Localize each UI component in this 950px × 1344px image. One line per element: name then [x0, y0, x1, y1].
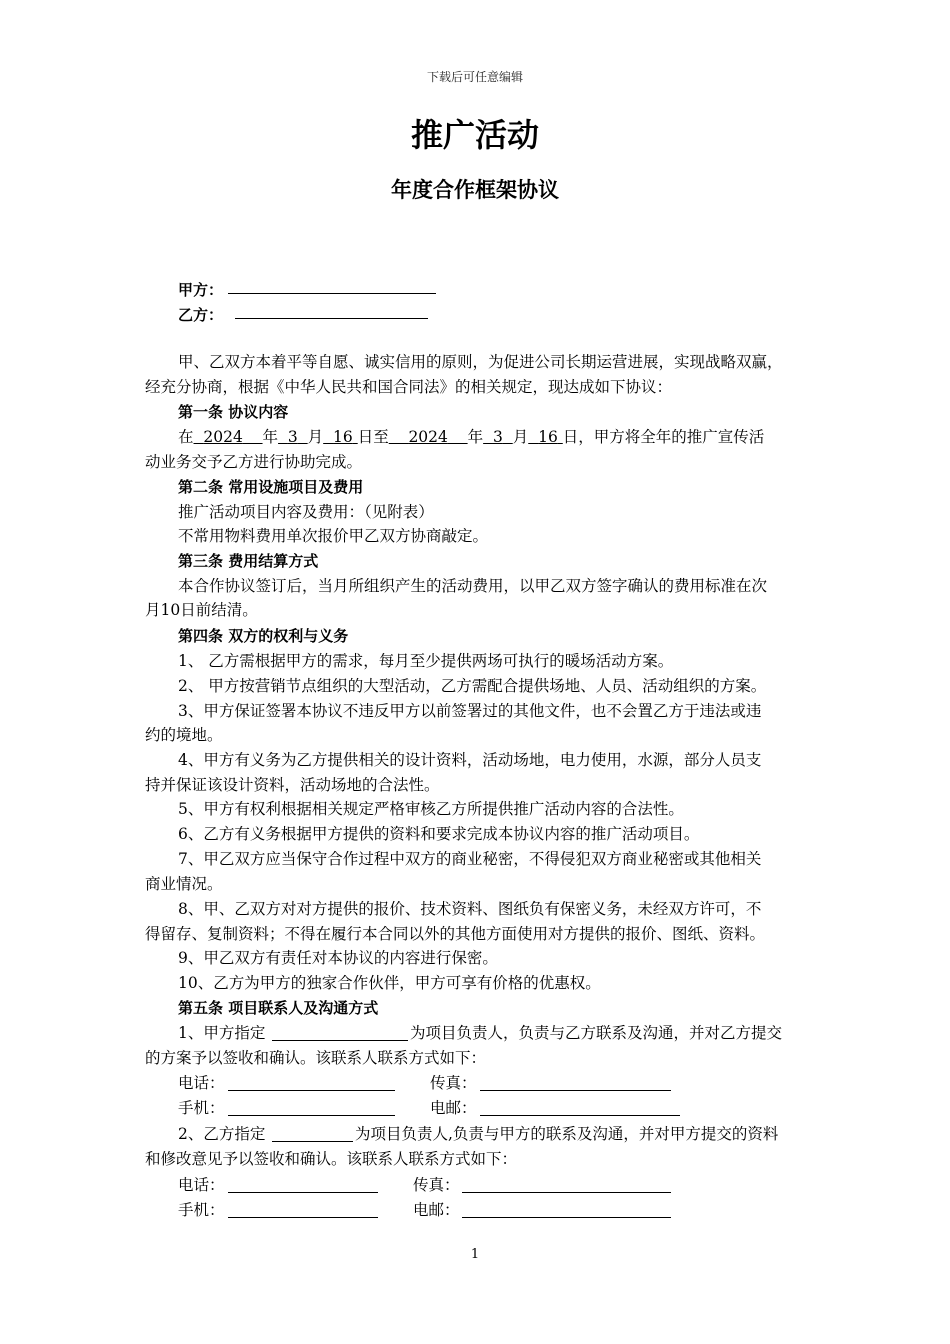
party-a-phone-label: 电话：: [178, 1074, 225, 1092]
party-a-email-blank[interactable]: [480, 1115, 680, 1116]
party-a-blank[interactable]: [228, 293, 436, 294]
end-month: 3: [492, 428, 503, 446]
article-4-item-4: 4、甲方有义务为乙方提供相关的设计资料，活动场地，电力使用，水源，部分人员支: [178, 751, 762, 769]
party-b-contact-line-2: 和修改意见予以签收和确认。该联系人联系方式如下：: [145, 1150, 518, 1168]
intro-line-2: 经充分协商，根据《中华人民共和国合同法》的相关规定，现达成如下协议：: [145, 378, 673, 396]
article-4-item-1: 1、 乙方需根据甲方的需求，每月至少提供两场可执行的暖场活动方案。: [178, 652, 674, 670]
end-day: 16: [538, 428, 558, 446]
article-2-line-1: 推广活动项目内容及费用：（见附表）: [178, 503, 434, 521]
party-b-blank[interactable]: [235, 318, 428, 319]
party-b-email-blank[interactable]: [462, 1217, 671, 1218]
party-b-contact-prefix: 2、乙方指定: [178, 1125, 266, 1143]
article-4-item-2: 2、 甲方按营销节点组织的大型活动，乙方需配合提供场地、人员、活动组织的方案。: [178, 677, 767, 695]
party-b-fax-blank[interactable]: [462, 1192, 671, 1193]
article-1-title: 第一条 协议内容: [178, 403, 289, 421]
article-4-item-8-cont: 得留存、复制资料；不得在履行本合同以外的其他方面使用对方提供的报价、图纸、资料。: [145, 925, 766, 943]
party-a-fax-blank[interactable]: [480, 1090, 671, 1091]
article-4-item-3: 3、甲方保证签署本协议不违反甲方以前签署过的其他文件，也不会置乙方于违法或违: [178, 702, 762, 720]
intro-line-1: 甲、乙双方本着平等自愿、诚实信用的原则，为促进公司长期运营进展，实现战略双赢，: [178, 353, 783, 371]
article-4-item-7: 7、甲乙双方应当保守合作过程中双方的商业秘密，不得侵犯双方商业秘密或其他相关: [178, 850, 762, 868]
article-4-item-10: 10、乙方为甲方的独家合作伙伴，甲方可享有价格的优惠权。: [178, 974, 601, 992]
article-2-title: 第二条 常用设施项目及费用: [178, 478, 364, 496]
party-a-fax-label: 传真：: [430, 1074, 477, 1092]
party-a-contact-suffix: 为项目负责人，负责与乙方联系及沟通，并对乙方提交: [410, 1024, 783, 1042]
document-subtitle: 年度合作框架协议: [391, 178, 559, 202]
party-b-fax-label: 传真：: [413, 1176, 460, 1194]
article-3-title: 第三条 费用结算方式: [178, 552, 319, 570]
year-label-2: 年: [467, 428, 484, 446]
art1-prefix: 在: [178, 428, 194, 446]
article-4-title: 第四条 双方的权利与义务: [178, 627, 349, 645]
party-a-contact-blank[interactable]: [272, 1040, 408, 1041]
start-day: 16: [333, 428, 353, 446]
article-3-line-2: 月10日前结清。: [145, 601, 258, 619]
article-5-title: 第五条 项目联系人及沟通方式: [178, 999, 379, 1017]
art1-tail: 日，甲方将全年的推广宣传活: [562, 428, 765, 446]
article-4-item-5: 5、甲方有权利根据相关规定严格审核乙方所提供推广活动内容的合法性。: [178, 800, 684, 818]
article-2-line-2: 不常用物料费用单次报价甲乙双方协商敲定。: [178, 527, 489, 545]
article-4-item-6: 6、乙方有义务根据甲方提供的资料和要求完成本协议内容的推广活动项目。: [178, 825, 700, 843]
party-b-mobile-label: 手机：: [178, 1201, 225, 1219]
party-a-mobile-label: 手机：: [178, 1099, 225, 1117]
article-1-line-2: 动业务交予乙方进行协助完成。: [145, 453, 363, 471]
party-b-contact-blank[interactable]: [272, 1141, 353, 1142]
party-a-label: 甲方：: [178, 281, 224, 299]
party-b-phone-blank[interactable]: [228, 1192, 378, 1193]
header-note: 下载后可任意编辑: [426, 70, 523, 84]
party-b-phone-label: 电话：: [178, 1176, 225, 1194]
article-4-item-3-cont: 约的境地。: [145, 726, 223, 744]
party-b-email-label: 电邮：: [413, 1201, 460, 1219]
party-b-mobile-blank[interactable]: [228, 1217, 378, 1218]
month-label-2: 月: [512, 428, 529, 446]
party-a-phone-blank[interactable]: [228, 1090, 395, 1091]
party-a-contact-prefix: 1、甲方指定: [178, 1024, 266, 1042]
month-label: 月: [307, 428, 324, 446]
start-year: 2024: [203, 428, 243, 446]
article-4-item-9: 9、甲乙双方有责任对本协议的内容进行保密。: [178, 949, 498, 967]
party-a-contact-line-2: 的方案予以签收和确认。该联系人联系方式如下：: [145, 1049, 487, 1067]
party-a-mobile-blank[interactable]: [228, 1115, 395, 1116]
year-label: 年: [262, 428, 279, 446]
end-year: 2024: [408, 428, 448, 446]
party-a-email-label: 电邮：: [430, 1099, 477, 1117]
party-b-contact-suffix: 为项目负责人,负责与甲方的联系及沟通，并对甲方提交的资料: [355, 1125, 779, 1143]
article-1-date-line: [178, 425, 764, 450]
start-month: 3: [287, 428, 298, 446]
document-title: 推广活动: [410, 116, 539, 154]
page-number: 1: [470, 1247, 480, 1262]
article-4-item-4-cont: 持并保证该设计资料，活动场地的合法性。: [145, 776, 440, 794]
article-3-line-1: 本合作协议签订后，当月所组织产生的活动费用，以甲乙双方签字确认的费用标准在次: [178, 577, 768, 595]
article-4-item-7-cont: 商业情况。: [145, 875, 223, 893]
day-to: 日至: [357, 428, 389, 446]
party-b-label: 乙方：: [178, 306, 224, 324]
article-4-item-8: 8、甲、乙双方对对方提供的报价、技术资料、图纸负有保密义务，未经双方许可，不: [178, 900, 762, 918]
